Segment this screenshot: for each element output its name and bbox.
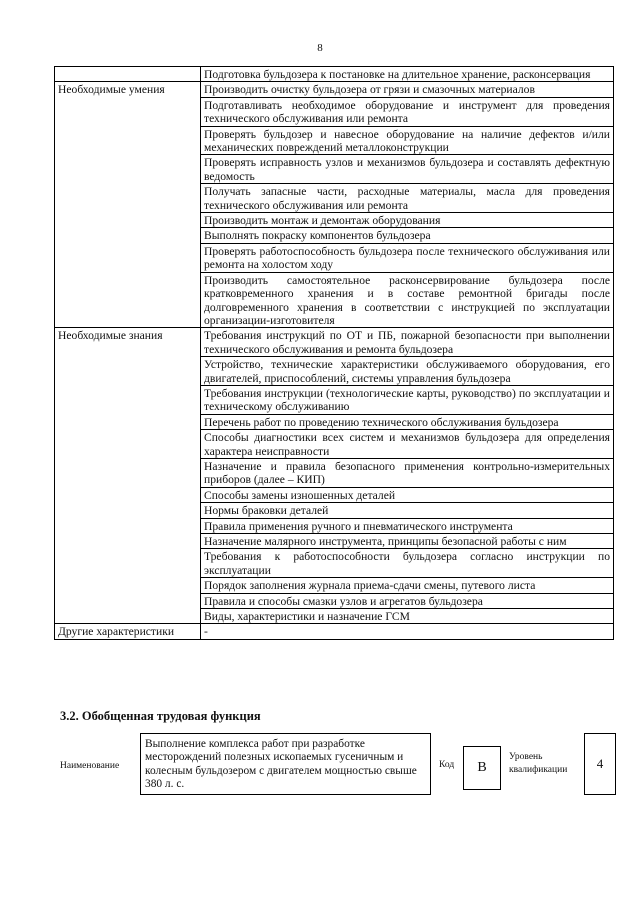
row-item-text: Нормы браковки деталей bbox=[201, 503, 614, 518]
function-name-box: Выполнение комплекса работ при разработке месторождений полезных ископаемых гусеничным и колесным бульдозером с двигателем мощностью свыше 380 л. с. bbox=[140, 733, 431, 795]
section-title: 3.2. Обобщенная трудовая функция bbox=[60, 709, 261, 723]
row-item-text: Правила и способы смазки узлов и агрегатов бульдозера bbox=[201, 593, 614, 608]
row-item-text: Назначение и правила безопасного применения контрольно-измерительных приборов (далее – КИП) bbox=[201, 458, 614, 487]
row-category-label: Необходимые умения bbox=[55, 82, 201, 328]
row-category-label: Необходимые знания bbox=[55, 328, 201, 624]
code-label: Код bbox=[439, 760, 455, 770]
row-item-text: Назначение малярного инструмента, принципы безопасной работы с ним bbox=[201, 534, 614, 549]
code-box: B bbox=[463, 746, 501, 790]
row-item-text: Устройство, технические характеристики обслуживаемого оборудования, его двигателей, приспособлений, системы управления бульдозера bbox=[201, 357, 614, 386]
level-label: Уровень квалификации bbox=[509, 752, 568, 775]
row-item-text: Производить самостоятельное расконсервирование бульдозера после кратковременного хранения и в составе ремонтной бригады после долговременного хранения в соответствии с инструкцией по эксплуатации организации-изготовителя bbox=[201, 272, 614, 328]
row-item-text: Способы диагностики всех систем и механизмов бульдозера для определения характера неисправности bbox=[201, 430, 614, 459]
row-item-text: Требования инструкций по ОТ и ПБ, пожарной безопасности при выполнении технического обслуживания и ремонта бульдозера bbox=[201, 328, 614, 357]
name-label: Наименование bbox=[60, 761, 120, 771]
row-item-text: Виды, характеристики и назначение ГСМ bbox=[201, 609, 614, 624]
row-item-text: Производить очистку бульдозера от грязи и смазочных материалов bbox=[201, 82, 614, 97]
row-item-text: Подготавливать необходимое оборудование и инструмент для проведения технического обслуживания или ремонта bbox=[201, 97, 614, 126]
row-item-text: - bbox=[201, 624, 614, 639]
row-item-text: Получать запасные части, расходные материалы, масла для проведения технического обслуживания или ремонта bbox=[201, 184, 614, 213]
row-category-label: Другие характеристики bbox=[55, 624, 201, 639]
table-row bbox=[55, 67, 614, 82]
page-number: 8 bbox=[317, 42, 323, 54]
level-box: 4 bbox=[584, 733, 616, 795]
row-item-text: Порядок заполнения журнала приема-сдачи смены, путевого листа bbox=[201, 578, 614, 593]
row-item-text: Проверять работоспособность бульдозера после технического обслуживания или ремонта на холостом ходу bbox=[201, 243, 614, 272]
row-item-text: Проверять бульдозер и навесное оборудование на наличие дефектов и/или механических повреждений металлоконструкции bbox=[201, 126, 614, 155]
row-item-text: Правила применения ручного и пневматического инструмента bbox=[201, 518, 614, 533]
table-row bbox=[55, 82, 614, 97]
row-item-text: Требования инструкции (технологические карты, руководство) по эксплуатации и техническому обслуживанию bbox=[201, 385, 614, 414]
row-item-text: Производить монтаж и демонтаж оборудования bbox=[201, 213, 614, 228]
row-item-text: Подготовка бульдозера к постановке на длительное хранение, расконсервация bbox=[201, 67, 614, 82]
competency-table bbox=[54, 66, 614, 640]
row-item-text: Выполнять покраску компонентов бульдозера bbox=[201, 228, 614, 243]
table-row bbox=[55, 328, 614, 357]
row-item-text: Перечень работ по проведению технического обслуживания бульдозера bbox=[201, 414, 614, 429]
row-item-text: Способы замены изношенных деталей bbox=[201, 487, 614, 502]
row-item-text: Проверять исправность узлов и механизмов бульдозера и составлять дефектную ведомость bbox=[201, 155, 614, 184]
row-category-label bbox=[55, 67, 201, 82]
row-item-text: Требования к работоспособности бульдозера согласно инструкции по эксплуатации bbox=[201, 549, 614, 578]
table-row bbox=[55, 624, 614, 639]
